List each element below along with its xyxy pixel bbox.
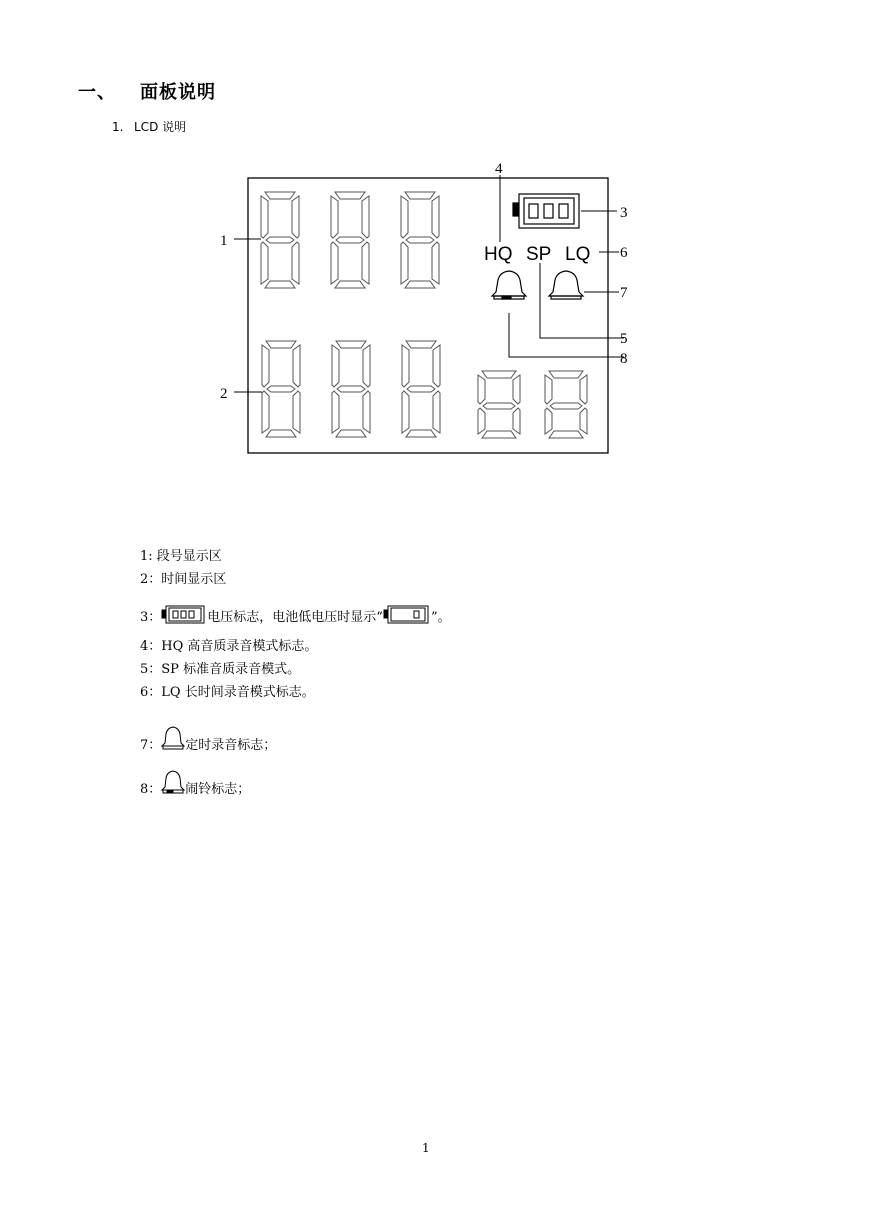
legend-prefix: 6： xyxy=(140,685,162,700)
mode-label-sp: SP xyxy=(526,244,552,265)
legend-prefix: 5： xyxy=(140,662,162,677)
legend-item-6 xyxy=(140,685,315,701)
callout-1: 1 xyxy=(220,233,228,249)
legend-text: HQ 高音质录音模式标志。 xyxy=(161,639,318,654)
alarm-bell-icon xyxy=(161,770,185,796)
legend-prefix: 1: xyxy=(140,549,157,564)
callout-8: 8 xyxy=(620,351,628,367)
legend-item-8 xyxy=(140,770,250,798)
timer-bell-icon xyxy=(549,271,583,299)
callout-7: 7 xyxy=(620,285,628,301)
lcd-frame xyxy=(248,178,608,453)
legend-text: 定时录音标志； xyxy=(185,738,277,753)
callout-3: 3 xyxy=(620,205,628,221)
page-number: 1 xyxy=(422,1141,430,1155)
mode-label-hq: HQ xyxy=(484,244,513,265)
legend-text-end: ”。 xyxy=(430,610,451,625)
legend-item-4 xyxy=(140,639,317,655)
legend-text: 电压标志，电池低电压时显示“ xyxy=(207,610,383,625)
legend-item-2 xyxy=(140,572,226,588)
callout-6: 6 xyxy=(620,245,628,261)
subsection-number: 1. xyxy=(112,120,124,134)
battery-low-icon xyxy=(383,604,431,624)
legend-text: LQ 长时间录音模式标志。 xyxy=(161,685,315,700)
callout-5: 5 xyxy=(620,331,628,347)
legend-prefix: 8： xyxy=(140,782,162,797)
alarm-bell-icon xyxy=(492,271,526,299)
legend-text: SP 标准音质录音模式。 xyxy=(161,662,301,677)
legend-prefix: 4： xyxy=(140,639,162,654)
section-title: 面板说明 xyxy=(140,82,216,103)
legend-prefix: 2： xyxy=(140,572,162,587)
legend-text: 段号显示区 xyxy=(156,549,222,564)
legend-text: 时间显示区 xyxy=(161,572,227,587)
time-digits xyxy=(262,341,587,438)
legend-item-5 xyxy=(140,662,300,678)
battery-icon xyxy=(161,604,207,624)
legend-item-7 xyxy=(140,726,276,754)
mode-label-lq: LQ xyxy=(565,244,591,265)
legend-prefix: 3： xyxy=(140,610,162,625)
legend-prefix: 7： xyxy=(140,738,162,753)
lcd-diagram xyxy=(0,0,869,480)
legend-text: 闹铃标志； xyxy=(185,782,251,797)
callout-2: 2 xyxy=(220,386,228,402)
section-number: 一、 xyxy=(78,82,116,103)
battery-icon xyxy=(513,194,579,228)
segment-number-digits xyxy=(261,192,439,288)
timer-bell-icon xyxy=(161,726,185,752)
legend-item-1 xyxy=(140,549,222,565)
subsection-title: LCD 说明 xyxy=(134,120,187,134)
callout-4: 4 xyxy=(495,161,503,177)
legend-item-3 xyxy=(140,604,451,626)
